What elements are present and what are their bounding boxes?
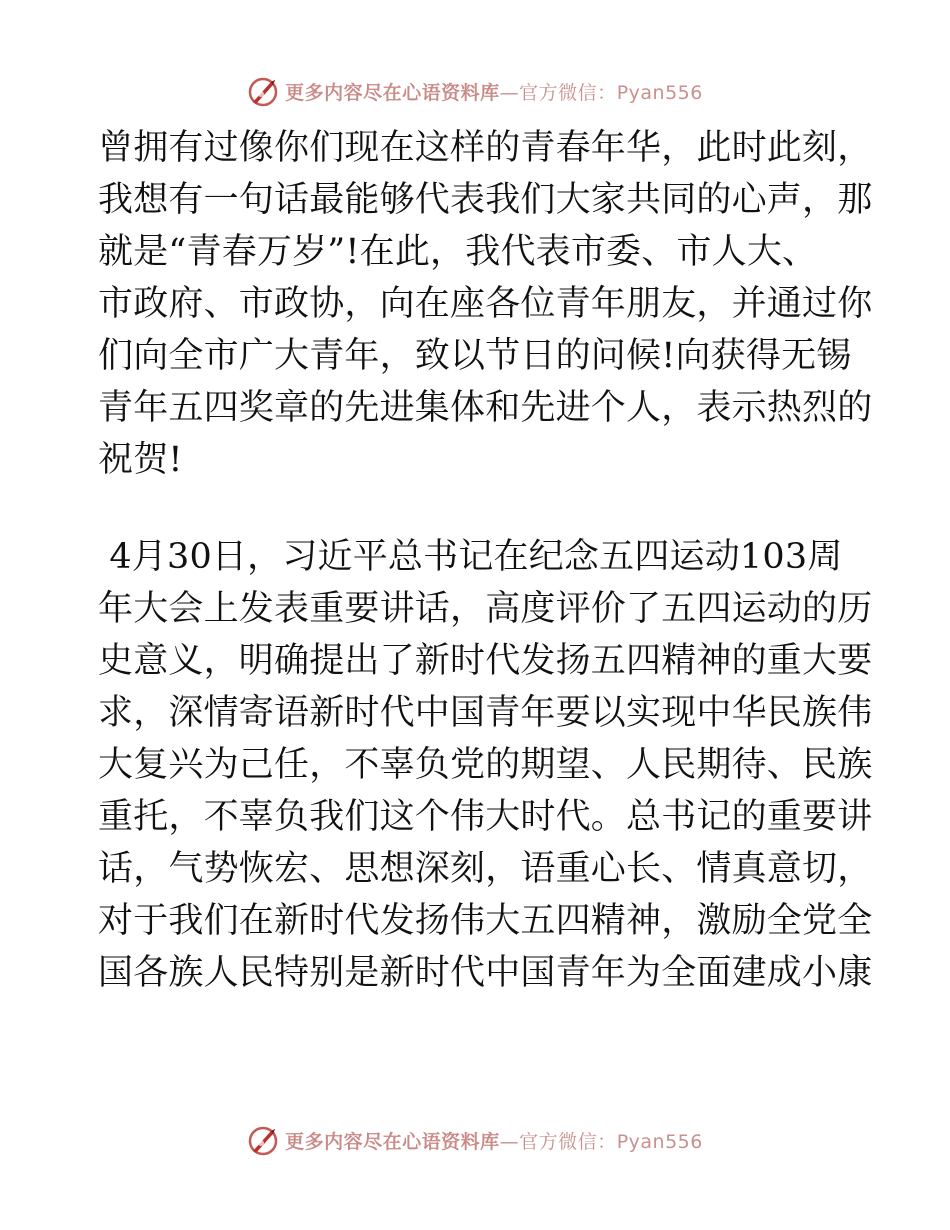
text-line: 大复兴为己任，不辜负党的期望、人民期待、民族 [98,745,873,785]
watermark-text [285,1127,703,1154]
text-line: 重托，不辜负我们这个伟大时代。总书记的重要讲 [98,797,873,837]
text-line: 年大会上发表重要讲话，高度评价了五四运动的历 [98,589,873,629]
paragraph-spacer [98,486,858,531]
watermark-dash: — [499,81,520,104]
text-line: 祝贺! [98,440,183,480]
text-line: 青年五四奖章的先进集体和先进个人，表示热烈的 [98,388,873,428]
watermark-wechat-id: Pyan556 [616,1130,703,1153]
text-line: 4月30日，习近平总书记在纪念五四运动103周 [98,537,843,577]
watermark-library-text: 更多内容尽在心语资料库 [285,81,500,104]
watermark-wechat-label: 官方微信： [519,1130,617,1153]
text-line: 求，深情寄语新时代中国青年要以实现中华民族伟 [98,693,873,733]
watermark-library-text: 更多内容尽在心语资料库 [285,1130,500,1153]
watermark-dash: — [499,1130,520,1153]
footer-watermark [0,1120,950,1160]
text-line: 话，气势恢宏、思想深刻，语重心长、情真意切， [98,849,873,889]
text-line: 史意义，明确提出了新时代发扬五四精神的重大要 [98,641,873,681]
paragraph-1 [98,122,873,486]
text-line: 我想有一句话最能够代表我们大家共同的心声，那 [98,180,873,220]
pen-logo-icon [247,1123,281,1157]
watermark-wechat-label: 官方微信： [519,81,617,104]
pen-logo-icon [247,74,281,108]
text-line: 对于我们在新时代发扬伟大五四精神，激励全党全 [98,901,873,941]
paragraph-2 [98,531,873,999]
text-line: 们向全市广大青年，致以节日的问候!向获得无锡 [98,336,852,376]
text-line: 就是“青春万岁”!在此，我代表市委、市人大、 [98,232,818,272]
text-line: 曾拥有过像你们现在这样的青春年华，此时此刻， [98,128,873,168]
watermark-text [285,78,703,105]
document-body [98,122,873,999]
text-line: 市政府、市政协，向在座各位青年朋友，并通过你 [98,284,873,324]
watermark-wechat-id: Pyan556 [616,81,703,104]
header-watermark [0,71,950,111]
text-line: 国各族人民特别是新时代中国青年为全面建成小康 [98,953,873,993]
